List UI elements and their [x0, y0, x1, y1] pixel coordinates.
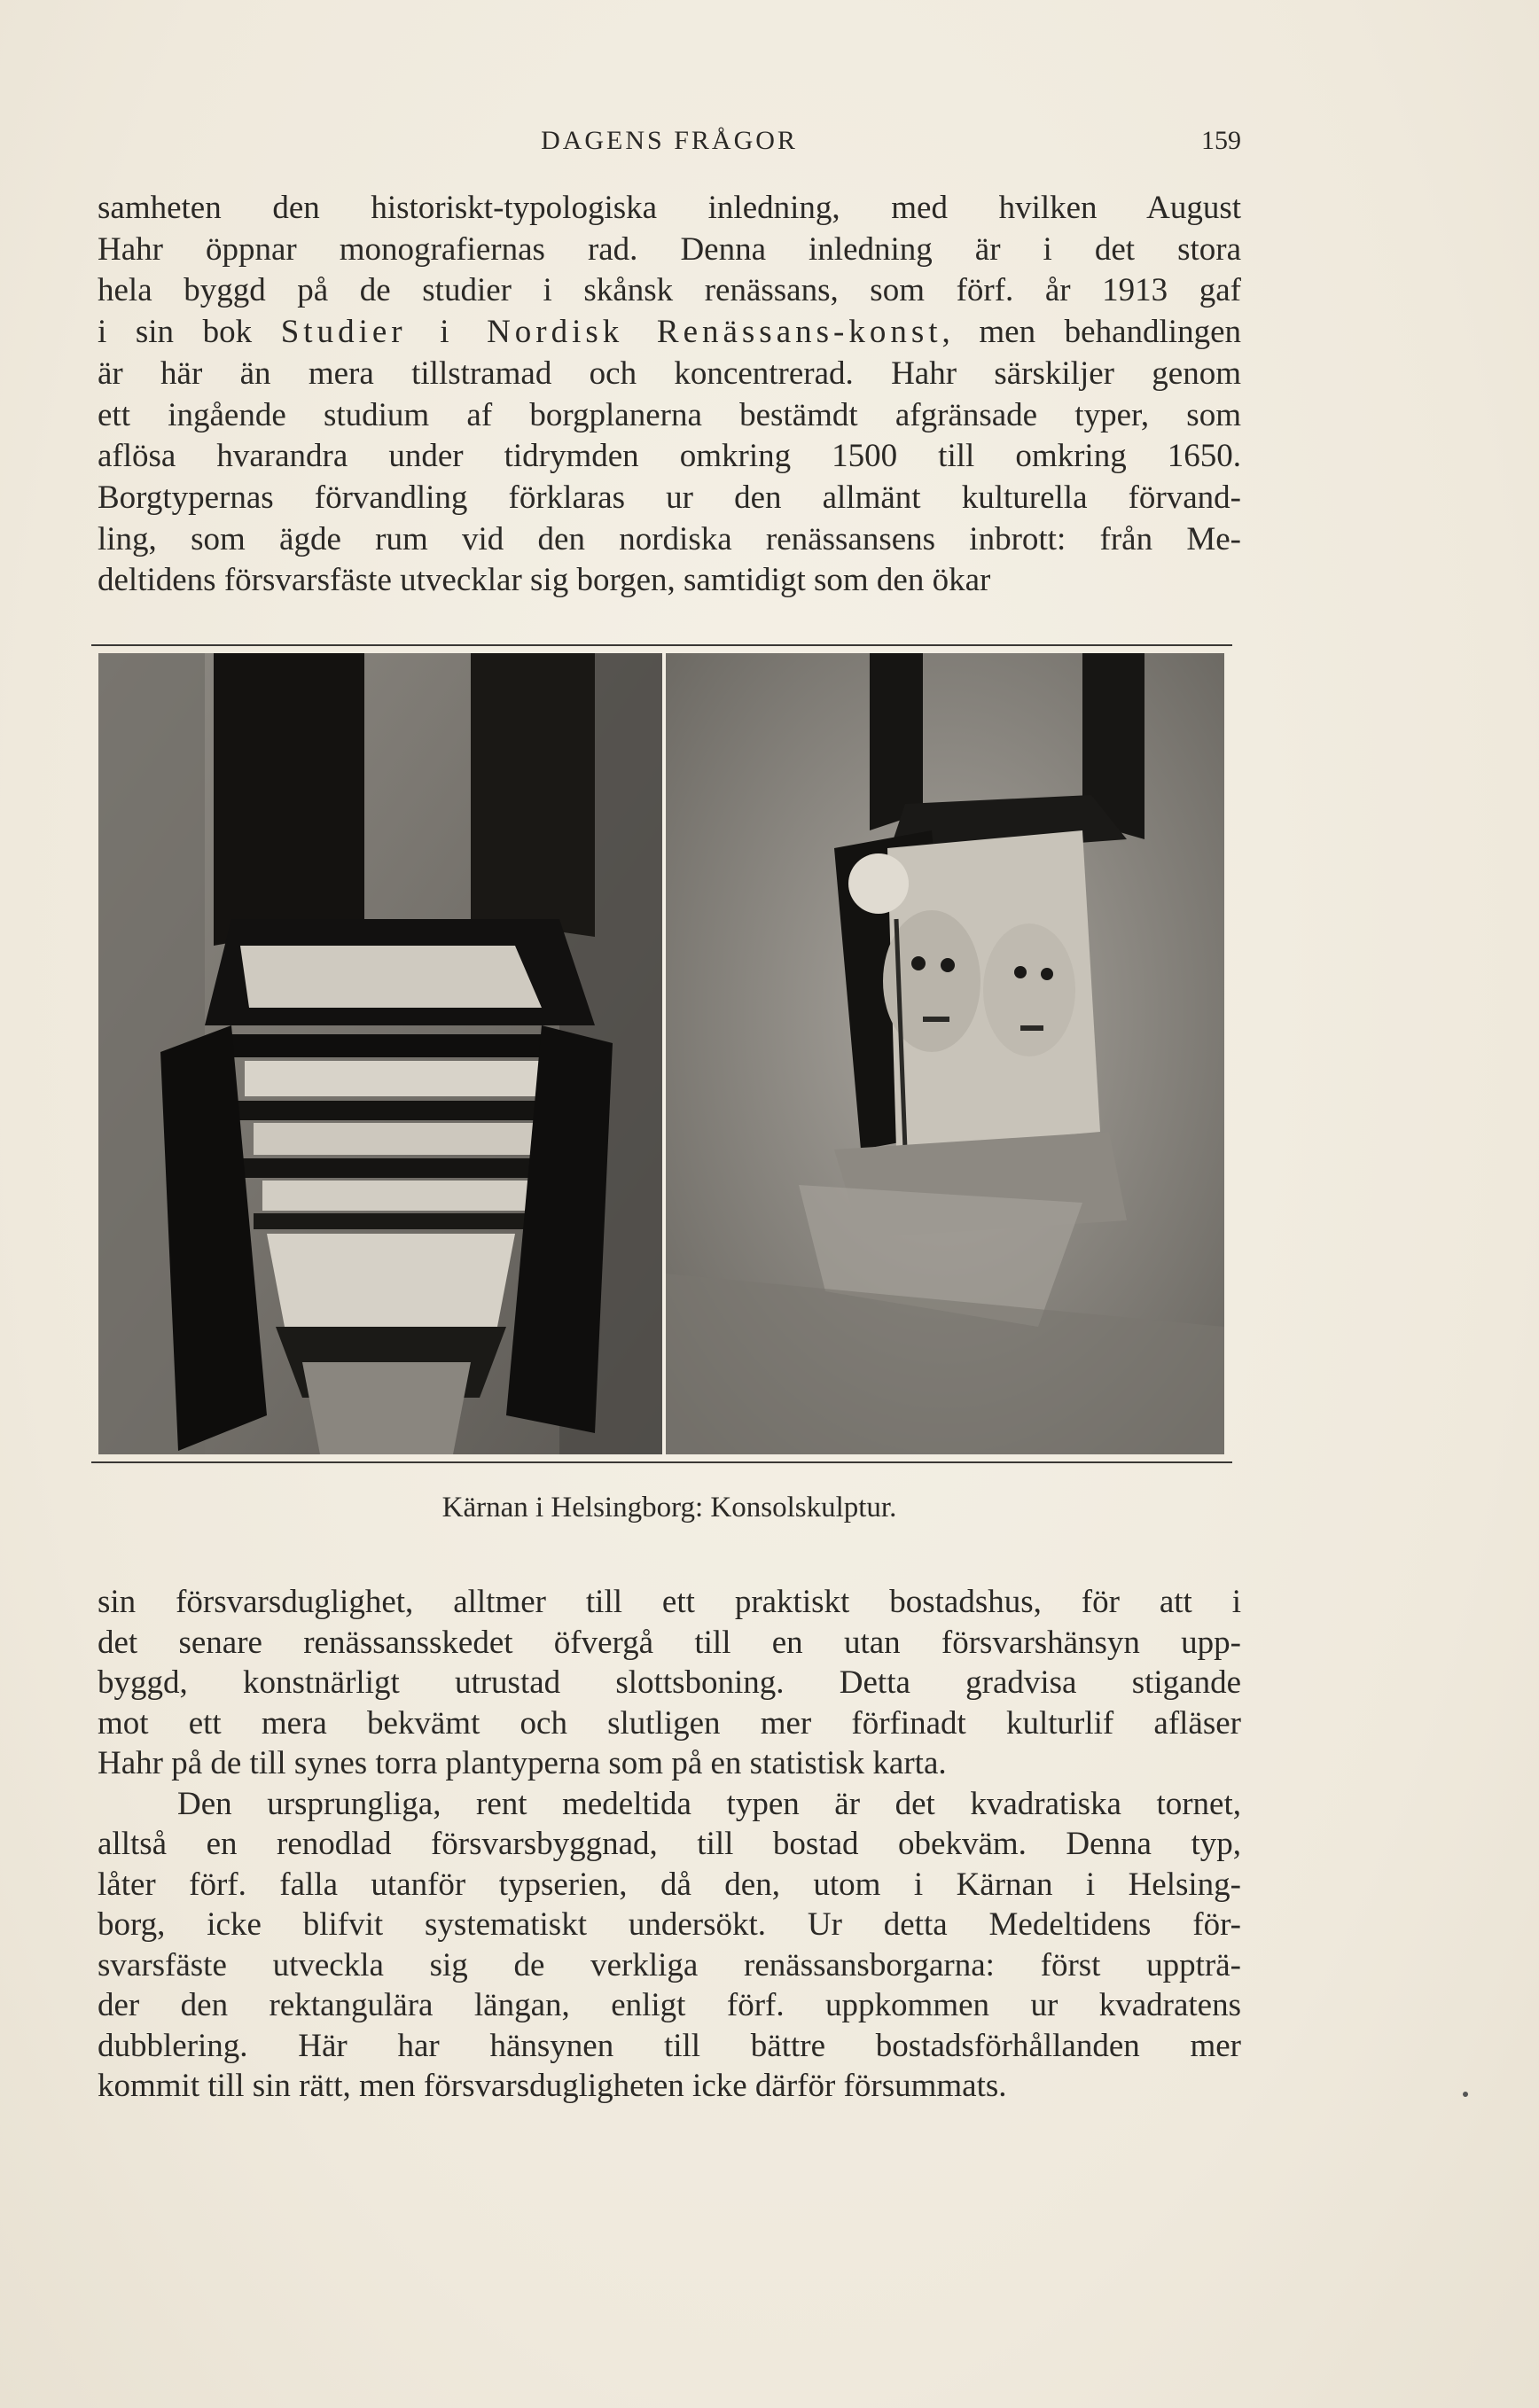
bottom-paragraph: [98, 1582, 1241, 2107]
top-paragraph: [98, 188, 1241, 602]
text-line: svarsfäste utveckla sig de verkliga renässansborgarna: först uppträ-: [98, 1946, 1241, 1983]
text-line: samheten den historiskt-typologiska inledning, med hvilken August: [98, 190, 1241, 226]
book-title: Studier i Nordisk Renässans-konst: [280, 314, 942, 351]
page-number: 159: [1201, 126, 1241, 155]
text-line: aflösa hvarandra under tidrymden omkring 1500 till omkring 1650.: [98, 438, 1241, 475]
text-line: är här än mera tillstramad och koncentrerad. Hahr särskiljer genom: [98, 355, 1241, 392]
photo-stepped-corbel: [98, 653, 662, 1454]
text-line: dubblering. Här har hänsynen till bättre bostadsförhållanden mer: [98, 2027, 1241, 2064]
text-line: der den rektangulära längan, enligt förf. uppkommen ur kvadratens: [98, 1987, 1241, 2023]
print-speck: [1463, 2092, 1468, 2097]
text-line: hela byggd på de studier i skånsk renässans, som förf. år 1913 gaf: [98, 272, 1241, 309]
line-suffix: , men behandlingen: [941, 314, 1241, 351]
text-line: kommit till sin rätt, men försvarsdugligheten icke därför försummats.: [98, 2068, 1007, 2104]
text-line: sin försvarsduglighet, alltmer till ett praktiskt bostadshus, för att i: [98, 1584, 1241, 1620]
text-line: ling, som ägde rum vid den nordiska renässansens inbrott: från Me-: [98, 520, 1241, 557]
photo-figure-corbel: [666, 653, 1224, 1454]
stone-corbel-image: [98, 653, 662, 1454]
text-line-with-title: [98, 312, 1241, 354]
running-head: DAGENS FRÅGOR: [541, 126, 798, 155]
text-line: deltidens försvarsfäste utvecklar sig borgen, samtidigt som den ökar: [98, 562, 991, 599]
figure-caption: Kärnan i Helsingborg: Konsolskulptur.: [441, 1492, 897, 1524]
text-line: mot ett mera bekvämt och slutligen mer förfinadt kulturlif afläser: [98, 1704, 1241, 1742]
text-line: Den ursprungliga, rent medeltida typen är det kvadratiska tornet,: [177, 1785, 1241, 1822]
text-line: alltså en renodlad försvarsbyggnad, till bostad obekväm. Denna typ,: [98, 1826, 1241, 1862]
text-line: ett ingående studium af borgplanerna bestämdt afgränsade typer, som: [98, 396, 1241, 433]
text-line: Hahr på de till synes torra plantyperna som på en statistisk karta.: [98, 1745, 947, 1781]
line-prefix: i sin bok: [98, 314, 281, 351]
text-line: låter förf. falla utanför typserien, då den, utom i Kärnan i Helsing-: [98, 1866, 1241, 1903]
text-line: Borgtypernas förvandling förklaras ur den allmänt kulturella förvand-: [98, 479, 1241, 516]
text-line: borg, icke blifvit systematiskt undersökt. Ur detta Medeltidens för-: [98, 1906, 1241, 1943]
text-line: det senare renässansskedet öfvergå till en utan försvarshänsyn upp-: [98, 1624, 1241, 1661]
figure-photographs: [91, 644, 1232, 1463]
text-line: Hahr öppnar monografiernas rad. Denna inledning är i det stora: [98, 230, 1241, 268]
page-header: [98, 126, 1241, 168]
carved-faces-image: [666, 653, 1224, 1454]
text-line: byggd, konstnärligt utrustad slottsboning. Detta gradvisa stigande: [98, 1664, 1241, 1701]
